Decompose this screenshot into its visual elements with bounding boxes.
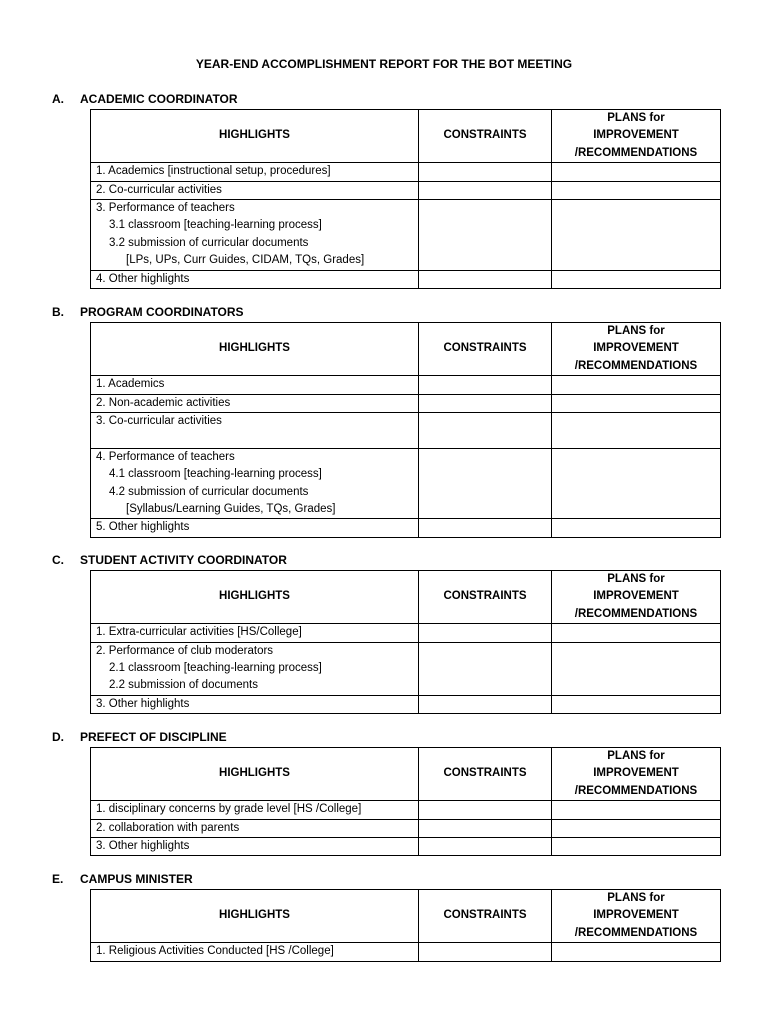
constraints-cell[interactable] [419, 943, 552, 961]
highlight-cell[interactable] [91, 624, 419, 642]
item-text: 4. Performance of teachers [96, 450, 235, 463]
header-row [91, 110, 721, 163]
highlight-cell[interactable] [91, 394, 419, 412]
section-name: PREFECT OF DISCIPLINE [80, 730, 227, 744]
section-letter: D. [52, 730, 64, 744]
highlight-cell[interactable] [91, 163, 419, 181]
section-heading-d [52, 730, 227, 745]
plans-cell[interactable] [552, 519, 721, 537]
constraints-cell[interactable] [419, 642, 552, 695]
header-row [91, 323, 721, 376]
table-row [91, 642, 721, 695]
header-row [91, 890, 721, 943]
item-text: 4. Other highlights [96, 272, 190, 285]
highlight-cell[interactable] [91, 838, 419, 856]
table-row [91, 695, 721, 713]
table-row [91, 519, 721, 537]
constraints-cell[interactable] [419, 200, 552, 271]
item-text: 3. Co-curricular activities [96, 415, 222, 428]
highlight-cell[interactable] [91, 181, 419, 199]
section-name: STUDENT ACTIVITY COORDINATOR [80, 553, 287, 567]
constraints-cell[interactable] [419, 181, 552, 199]
constraints-cell[interactable] [419, 270, 552, 288]
table-row [91, 801, 721, 819]
col-header-constraints: CONSTRAINTS [419, 748, 552, 801]
col-header-constraints: CONSTRAINTS [419, 571, 552, 624]
plans-line-1: PLANS for [607, 892, 665, 904]
item-text: 2. collaboration with parents [96, 821, 240, 834]
header-row [91, 748, 721, 801]
plans-line-2: IMPROVEMENT [593, 590, 679, 603]
plans-cell[interactable] [552, 413, 721, 449]
plans-cell[interactable] [552, 801, 721, 819]
constraints-cell[interactable] [419, 376, 552, 394]
plans-line-3: /RECOMMENDATIONS [574, 926, 698, 939]
highlight-cell[interactable] [91, 413, 419, 449]
plans-cell[interactable] [552, 819, 721, 837]
highlight-cell[interactable] [91, 695, 419, 713]
header-row [91, 571, 721, 624]
highlight-cell[interactable] [91, 642, 419, 695]
col-header-plans [552, 748, 721, 801]
section-name: PROGRAM COORDINATORS [80, 305, 244, 319]
highlight-cell[interactable] [91, 943, 419, 961]
page-title: YEAR-END ACCOMPLISHMENT REPORT FOR THE BOT MEETING [195, 57, 573, 71]
table-row [91, 413, 721, 449]
plans-line-1: PLANS for [607, 112, 665, 124]
item-text: 2. Performance of club moderators [96, 644, 274, 657]
col-header-plans [552, 323, 721, 376]
item-text: 4.1 classroom [teaching-learning process] [109, 468, 322, 481]
item-text: 3. Performance of teachers [96, 202, 235, 215]
plans-cell[interactable] [552, 838, 721, 856]
section-name: ACADEMIC COORDINATOR [80, 92, 238, 106]
col-header-constraints: CONSTRAINTS [419, 890, 552, 943]
plans-cell[interactable] [552, 624, 721, 642]
item-text: 1. Academics [96, 378, 165, 391]
constraints-cell[interactable] [419, 801, 552, 819]
item-text: 3.1 classroom [teaching-learning process] [109, 219, 322, 232]
section-heading-a [52, 92, 238, 107]
plans-cell[interactable] [552, 642, 721, 695]
section-letter: E. [52, 872, 64, 886]
table-row [91, 624, 721, 642]
col-header-highlights: HIGHLIGHTS [91, 748, 419, 801]
table-row [91, 943, 721, 961]
constraints-cell[interactable] [419, 448, 552, 519]
table-row [91, 181, 721, 199]
table-row [91, 819, 721, 837]
constraints-cell[interactable] [419, 838, 552, 856]
item-text: 5. Other highlights [96, 521, 190, 534]
constraints-cell[interactable] [419, 394, 552, 412]
table-row [91, 448, 721, 519]
table-prefect-of-discipline [90, 747, 721, 856]
col-header-highlights: HIGHLIGHTS [91, 571, 419, 624]
plans-line-2: IMPROVEMENT [593, 129, 679, 142]
table-row [91, 163, 721, 181]
section-letter: C. [52, 553, 64, 567]
item-text: 2.2 submission of documents [109, 679, 258, 692]
table-student-activity-coordinator [90, 570, 721, 714]
constraints-cell[interactable] [419, 819, 552, 837]
item-text: [LPs, UPs, Curr Guides, CIDAM, TQs, Grades] [126, 254, 365, 267]
item-text: 1. Academics [instructional setup, procedures] [96, 165, 331, 178]
highlight-cell[interactable] [91, 519, 419, 537]
col-header-highlights: HIGHLIGHTS [91, 110, 419, 163]
table-row [91, 200, 721, 271]
highlight-cell[interactable] [91, 448, 419, 519]
plans-line-3: /RECOMMENDATIONS [574, 784, 698, 797]
col-header-constraints: CONSTRAINTS [419, 323, 552, 376]
constraints-cell[interactable] [419, 519, 552, 537]
item-text: 3. Other highlights [96, 840, 190, 853]
plans-cell[interactable] [552, 943, 721, 961]
highlight-cell[interactable] [91, 270, 419, 288]
item-text: 1. Religious Activities Conducted [HS /College] [96, 945, 334, 958]
plans-line-1: PLANS for [607, 750, 665, 762]
section-letter: B. [52, 305, 64, 319]
section-name: CAMPUS MINISTER [80, 872, 193, 886]
plans-cell[interactable] [552, 394, 721, 412]
plans-line-3: /RECOMMENDATIONS [574, 146, 698, 159]
plans-line-2: IMPROVEMENT [593, 342, 679, 355]
constraints-cell[interactable] [419, 695, 552, 713]
item-text: 3. Other highlights [96, 697, 190, 710]
section-heading-c [52, 553, 287, 568]
plans-line-1: PLANS for [607, 573, 665, 585]
table-academic-coordinator [90, 109, 721, 289]
col-header-plans [552, 110, 721, 163]
plans-line-3: /RECOMMENDATIONS [574, 607, 698, 620]
col-header-plans [552, 571, 721, 624]
item-text: 1. disciplinary concerns by grade level [HS /College] [96, 803, 362, 816]
item-text: 2. Co-curricular activities [96, 183, 222, 196]
col-header-constraints: CONSTRAINTS [419, 110, 552, 163]
item-text: 2.1 classroom [teaching-learning process] [109, 662, 322, 675]
section-heading-e [52, 872, 193, 887]
section-heading-b [52, 305, 244, 320]
item-text-blank [96, 430, 413, 447]
highlight-cell[interactable] [91, 200, 419, 271]
plans-line-2: IMPROVEMENT [593, 909, 679, 922]
table-campus-minister [90, 889, 721, 962]
plans-line-2: IMPROVEMENT [593, 767, 679, 780]
constraints-cell[interactable] [419, 624, 552, 642]
highlight-cell[interactable] [91, 819, 419, 837]
col-header-highlights: HIGHLIGHTS [91, 890, 419, 943]
plans-cell[interactable] [552, 200, 721, 271]
plans-cell[interactable] [552, 376, 721, 394]
item-text: 1. Extra-curricular activities [HS/College] [96, 626, 302, 639]
plans-line-3: /RECOMMENDATIONS [574, 359, 698, 372]
item-text: [Syllabus/Learning Guides, TQs, Grades] [126, 503, 336, 516]
table-row [91, 394, 721, 412]
item-text: 4.2 submission of curricular documents [109, 485, 309, 498]
col-header-plans [552, 890, 721, 943]
plans-cell[interactable] [552, 181, 721, 199]
plans-cell[interactable] [552, 163, 721, 181]
table-program-coordinators [90, 322, 721, 538]
table-row [91, 270, 721, 288]
table-row [91, 376, 721, 394]
highlight-cell[interactable] [91, 376, 419, 394]
plans-cell[interactable] [552, 448, 721, 519]
highlight-cell[interactable] [91, 801, 419, 819]
plans-cell[interactable] [552, 270, 721, 288]
col-header-highlights: HIGHLIGHTS [91, 323, 419, 376]
section-letter: A. [52, 92, 64, 106]
constraints-cell[interactable] [419, 413, 552, 449]
plans-cell[interactable] [552, 695, 721, 713]
item-text: 3.2 submission of curricular documents [109, 236, 309, 249]
table-row [91, 838, 721, 856]
plans-line-1: PLANS for [607, 325, 665, 337]
constraints-cell[interactable] [419, 163, 552, 181]
item-text: 2. Non-academic activities [96, 396, 231, 409]
